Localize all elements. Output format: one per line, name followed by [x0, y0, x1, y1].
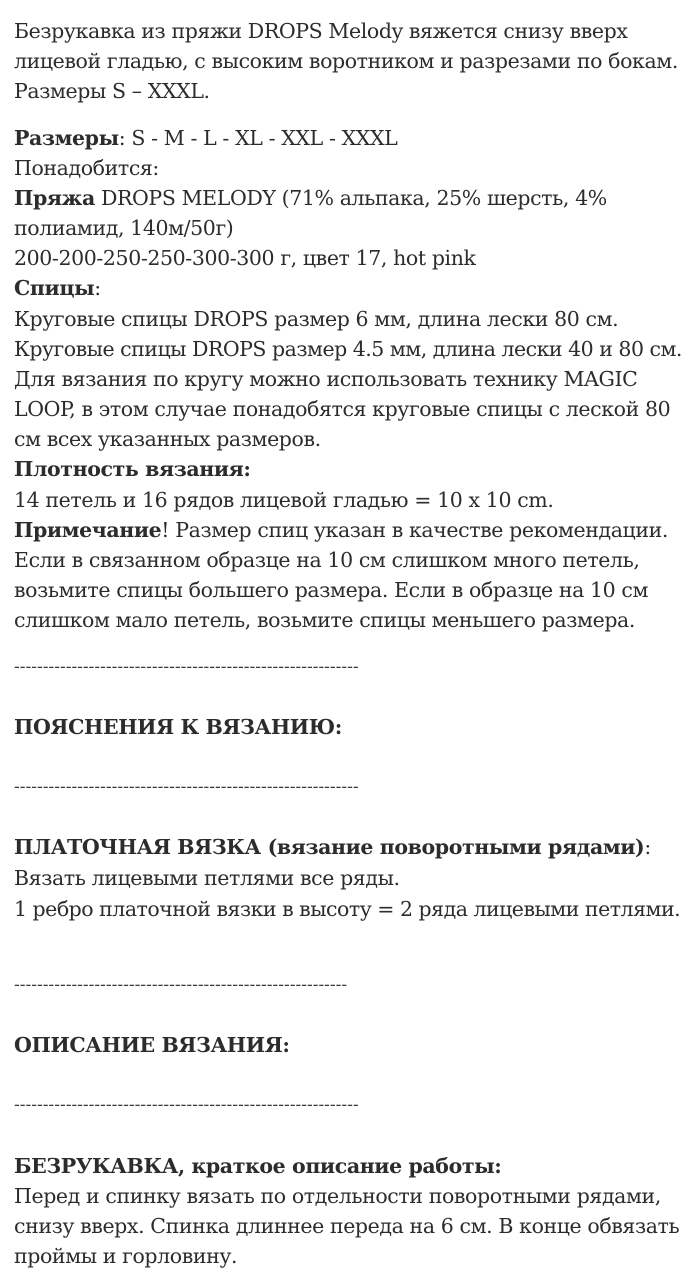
needles-label: Спицы [14, 276, 95, 300]
yarn-text-1: DROPS MELODY (71% альпака, 25% шерсть, 4% [94, 186, 607, 210]
needles-line-2: Круговые спицы DROPS размер 4.5 мм, длина лески 40 и 80 см. [14, 337, 682, 361]
yarn-line-2: полиамид, 140м/50г) [14, 216, 234, 240]
separator-3: ---------------------------------------------------------- [14, 975, 348, 995]
needles-line-3: Для вязания по кругу можно использовать технику MAGIC [14, 367, 638, 391]
garter-line-1: Вязать лицевыми петлями все ряды. [14, 866, 400, 890]
garter-colon: : [644, 835, 651, 859]
sizes-label: Размеры [14, 126, 119, 150]
note-line-4: слишком мало петель, возьмите спицы меньшего размера. [14, 608, 635, 632]
needed-line: Понадобится: [14, 156, 159, 180]
yarn-line-1 [14, 183, 607, 213]
needles-line-1: Круговые спицы DROPS размер 6 мм, длина лески 80 см. [14, 307, 619, 331]
yarn-label: Пряжа [14, 186, 95, 210]
yarn-line-3: 200-200-250-250-300-300 г, цвет 17, hot pink [14, 246, 476, 270]
garter-label: ПЛАТОЧНАЯ ВЯЗКА (вязание поворотными рядами) [14, 835, 645, 859]
gauge-line-1: 14 петель и 16 рядов лицевой гладью = 10 х 10 cm. [14, 488, 554, 512]
note-line-3: возьмите спицы большего размера. Если в образце на 10 см [14, 578, 649, 602]
separator-2: ------------------------------------------------------------ [14, 777, 359, 797]
needles-colon: : [94, 276, 101, 300]
intro-line-3: Размеры S – XXXL. [14, 79, 210, 103]
intro-line-1: Безрукавка из пряжи DROPS Melody вяжется снизу вверх [14, 19, 628, 43]
garter-heading [14, 832, 651, 862]
description-heading: ОПИСАНИЕ ВЯЗАНИЯ: [14, 1033, 290, 1057]
separator-4: ------------------------------------------------------------ [14, 1095, 359, 1115]
needles-line-5: см всех указанных размеров. [14, 427, 321, 451]
explanations-heading: ПОЯСНЕНИЯ К ВЯЗАНИЮ: [14, 715, 342, 739]
vest-heading: БЕЗРУКАВКА, краткое описание работы: [14, 1154, 502, 1178]
note-text-1: ! Размер спиц указан в качестве рекомендации. [161, 518, 668, 542]
intro-line-2: лицевой гладью, с высоким воротником и разрезами по бокам. [14, 49, 678, 73]
vest-line-2: снизу вверх. Спинка длиннее переда на 6 см. В конце обвязать [14, 1214, 680, 1238]
separator-1: ------------------------------------------------------------ [14, 657, 359, 677]
vest-line-3: проймы и горловину. [14, 1244, 238, 1268]
gauge-heading: Плотность вязания: [14, 457, 251, 481]
sizes-value: : S - M - L - XL - XXL - XXXL [118, 126, 398, 150]
note-line-2: Если в связанном образце на 10 см слишком много петель, [14, 548, 640, 572]
vest-line-1: Перед и спинку вязать по отдельности поворотными рядами, [14, 1184, 661, 1208]
note-label: Примечание [14, 518, 162, 542]
needles-heading [14, 273, 101, 303]
garter-line-2: 1 ребро платочной вязки в высоту = 2 ряда лицевыми петлями. [14, 897, 681, 921]
needles-line-4: LOOP, в этом случае понадобятся круговые спицы с леской 80 [14, 397, 671, 421]
note-line-1 [14, 515, 668, 545]
sizes-line [14, 123, 397, 153]
